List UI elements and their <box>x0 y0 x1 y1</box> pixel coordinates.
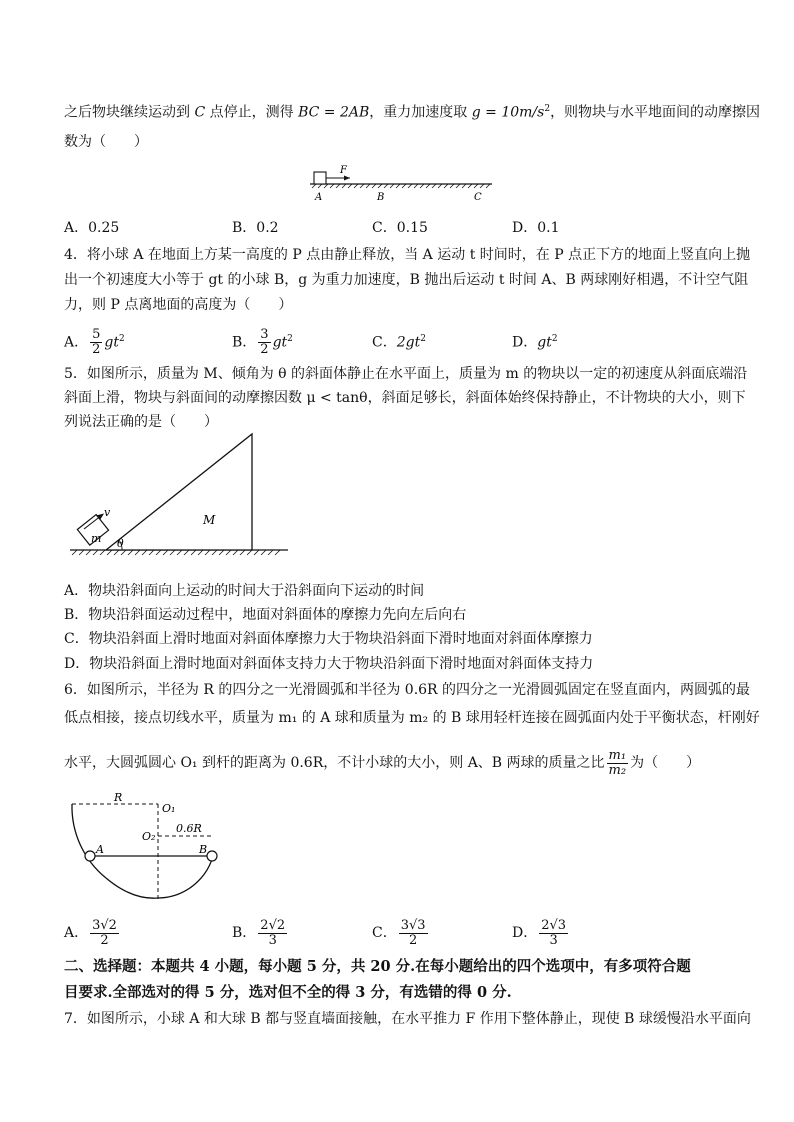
label-C: C <box>474 192 482 203</box>
label-0.6R: 0.6R <box>176 822 202 835</box>
label-A: A <box>315 192 323 203</box>
q3-options <box>64 216 736 240</box>
q6-option-b[interactable]: B． $\frac{2√2}{3}$ <box>232 917 286 948</box>
label-m: m <box>91 532 102 545</box>
q4-option-c[interactable]: C．$2gt^2$ <box>372 334 426 351</box>
q3-line1: 之后物块继续运动到 C 点停止，测得 BC = 2AB，重力加速度取 $g = 10m/s^2$，则物块与水平地面间的动摩擦因 <box>64 104 761 121</box>
q6-option-a[interactable]: A． $\frac{3√2}{2}$ <box>64 917 117 948</box>
q6-figure <box>62 790 232 910</box>
q3-option-b[interactable]: B．0.2 <box>232 220 279 236</box>
q5-figure <box>62 426 296 556</box>
q5-option-d[interactable]: D．物块沿斜面上滑时地面对斜面体支持力大于物块沿斜面下滑时地面对斜面体支持力 <box>64 656 594 672</box>
section2-heading-line2: 目要求.全部选对的得 5 分，选对但不全的得 3 分，有选错的得 0 分. <box>64 984 512 1001</box>
label-B: B <box>199 843 208 856</box>
incline <box>106 434 252 550</box>
q6-line1: 6．如图所示，半径为 R 的四分之一光滑圆弧和半径为 0.6R 的四分之一光滑圆弧固定在竖直面内，两圆弧的最 <box>64 682 751 698</box>
label-F: F <box>340 165 347 176</box>
q6-option-d[interactable]: D． $\frac{2√3}{3}$ <box>512 917 567 948</box>
label-O1: O₁ <box>162 802 176 815</box>
ball-B <box>207 851 217 861</box>
label-R: R <box>114 791 123 804</box>
large-arc <box>72 804 106 878</box>
label-v: v <box>104 506 111 519</box>
q3-line2: 数为（ ） <box>64 134 148 150</box>
block <box>314 172 326 184</box>
q3-option-c[interactable]: C．0.15 <box>372 220 428 236</box>
q7-line1: 7．如图所示，小球 A 和大球 B 都与竖直墙面接触，在水平推力 F 作用下整体静止，现使 B 球缓慢沿水平面向 <box>64 1011 751 1027</box>
q3-option-d[interactable]: D．0.1 <box>512 220 560 236</box>
q6-line3: 水平，大圆弧圆心 O₁ 到杆的距离为 0.6R，不计小球的大小，则 A、B 两球的质量之比 $\frac{\text{m₁}}{\text{m₂}}$ 为（ ） <box>64 747 701 778</box>
mass-ratio: $\frac{\text{m₁}}{\text{m₂}}$ <box>608 747 627 778</box>
section2-heading-line1: 二、选择题：本题共 4 小题，每小题 5 分，共 20 分.在每小题给出的四个选项中，有多项符合题 <box>64 958 691 975</box>
q4-line1: 4．将小球 A 在地面上方某一高度的 P 点由静止释放，当 A 运动 t 时间时，在 P 点正下方的地面上竖直向上抛 <box>64 247 751 263</box>
q5-line1: 5．如图所示，质量为 M、倾角为 θ 的斜面体静止在水平面上，质量为 m 的物块以一定的初速度从斜面底端沿 <box>64 366 748 382</box>
small-arc <box>158 852 214 898</box>
q4-line3: 力，则 P 点离地面的高度为（ ） <box>64 297 293 313</box>
ball-A <box>85 851 95 861</box>
q4-option-d[interactable]: D．$gt^2$ <box>512 334 558 351</box>
q6-option-c[interactable]: C． $\frac{3√3}{2}$ <box>372 917 426 948</box>
q4-option-a[interactable]: A． $\frac{5}{2}$ $gt^2$ <box>64 327 125 358</box>
label-O2: O₂ <box>142 830 156 843</box>
q5-option-a[interactable]: A．物块沿斜面向上运动的时间大于沿斜面向下运动的时间 <box>64 583 425 599</box>
q5-option-c[interactable]: C．物块沿斜面上滑时地面对斜面体摩擦力大于物块沿斜面下滑时地面对斜面体摩擦力 <box>64 631 593 647</box>
q6-options <box>64 913 736 953</box>
label-B: B <box>377 192 385 203</box>
q6-line2: 低点相接，接点切线水平，质量为 m₁ 的 A 球和质量为 m₂ 的 B 球用轻杆连接在圆弧面内处于平衡状态，杆刚好 <box>64 710 760 726</box>
q3-figure <box>300 160 500 206</box>
label-theta: θ <box>117 537 124 550</box>
q5-option-b[interactable]: B．物块沿斜面运动过程中，地面对斜面体的摩擦力先向左后向右 <box>64 607 467 623</box>
q4-line2: 出一个初速度大小等于 gt 的小球 B，g 为重力加速度，B 抛出后运动 t 时间 A、B 两球刚好相遇，不计空气阻 <box>64 272 749 288</box>
q4-options <box>64 322 736 356</box>
q5-line2: 斜面上滑，物块与斜面间的动摩擦因数 μ < tanθ，斜面足够长，斜面体始终保持静止，不计物块的大小，则下 <box>64 390 746 406</box>
q3-option-a[interactable]: A．0.25 <box>64 220 120 236</box>
q5-line3: 列说法正确的是（ ） <box>64 414 218 430</box>
label-M: M <box>203 513 216 527</box>
label-A: A <box>96 843 104 856</box>
q4-option-b[interactable]: B． $\frac{3}{2}$ $gt^2$ <box>232 327 293 358</box>
